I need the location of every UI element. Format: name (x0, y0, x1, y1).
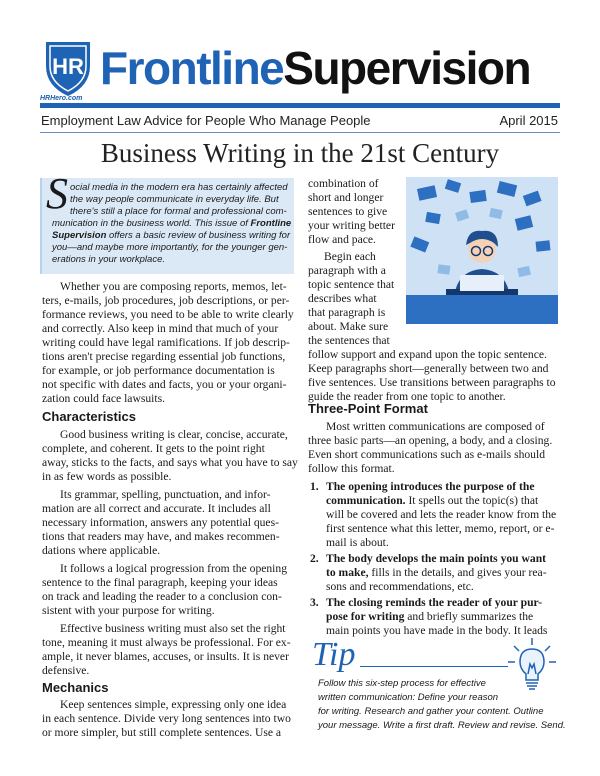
col2-p2-line: Keep paragraphs short—generally between two and (308, 362, 549, 375)
list-item-3-line2 (326, 610, 533, 624)
intro-line-1: ocial media in the modern era has certainly affected (70, 182, 288, 193)
col2-top-line: flow and pace. (308, 233, 376, 246)
intro-line-2: the way people communicate in everyday life. But (70, 194, 279, 205)
col1-p3-line: necessary information, answers any potential ques- (42, 516, 279, 529)
col2-p2-line: paragraph with a (308, 264, 386, 277)
intro-line-5-text: offers a basic review of business writing for (106, 230, 291, 241)
col1-p6-line: or more simpler, but still complete sentences. Use a (42, 726, 282, 739)
col2-top-line: short and longer (308, 191, 384, 204)
logo-url: HRHero.com (40, 95, 83, 102)
col2-p2-line: Begin each (324, 250, 376, 263)
col1-p4-line: sistent with your purpose for writing. (42, 604, 215, 617)
col1-p5-line: Effective business writing must also set the right (60, 622, 286, 635)
col2-top-line: your writing better (308, 219, 395, 232)
intro-line-6: you—and maybe more importantly, for the younger gen- (52, 242, 288, 253)
col2-top-line: combination of (308, 177, 379, 190)
list-item-1-line: mail is about. (326, 536, 389, 549)
list-item-1-line: first sentence what this letter, memo, report, or e- (326, 522, 555, 535)
list-item-2-bold2: to make, (326, 566, 369, 579)
intro-dropcap: S (46, 169, 68, 218)
col1-p1-line: and correctly. Also keep in mind that much of your (42, 322, 279, 335)
heading-three-point-format: Three-Point Format (308, 401, 428, 416)
col1-p2-line: in as few words as possible. (42, 470, 172, 483)
col1-p1-line: ters, e-mails, job procedures, job descriptions, or per- (42, 294, 290, 307)
article-headline: Business Writing in the 21st Century (100, 138, 500, 168)
title-part-supervision: Supervision (283, 42, 531, 94)
col1-p1-line: writing could have legal ramifications. If job descrip- (42, 336, 290, 349)
col1-p3-line: Its grammar, spelling, punctuation, and infor- (60, 488, 271, 501)
col2-p2-line: about. Make sure (308, 320, 389, 333)
col2-p3-line: three basic parts—an opening, a body, and a closing. (308, 434, 553, 447)
list-item-1-rest: It spells out the topic(s) that (405, 494, 539, 507)
list-item-1-line2 (326, 494, 538, 508)
col1-p3-line: dations where applicable. (42, 544, 161, 557)
list-item-3-rest: and briefly summarizes the (404, 610, 534, 623)
col1-p5-line: defensive. (42, 664, 90, 677)
col1-p4-line: It follows a logical progression from the opening (60, 562, 287, 575)
list-item-1-bold: The opening introduces the purpose of the (326, 480, 535, 493)
intro-line-3: there's still a place for formal and professional com- (70, 206, 287, 217)
tip-text-line: for writing. Research and gather your content. Outline (318, 706, 544, 717)
col2-p2-line: topic sentence that (308, 278, 395, 291)
heading-mechanics: Mechanics (42, 680, 109, 695)
col1-p3-line: tions that readers may have, and makes recommen- (42, 530, 280, 543)
col1-p2-line: complete, and coherent. It gets to the point right (42, 442, 265, 455)
col1-p6-line: in each sentence. Divide very long sentences into two (42, 712, 291, 725)
col1-p1-line: not specific with dates and facts, you or your organi- (42, 378, 287, 391)
tip-label: Tip (312, 636, 356, 673)
col2-p2-line: that paragraph is (308, 306, 386, 319)
col2-p3-line: follow this format. (308, 462, 395, 475)
list-item-2-line2 (326, 566, 547, 580)
masthead-rule (40, 103, 560, 108)
col1-p4-line: on track and leading the reader to a conclusion con- (42, 590, 282, 603)
masthead-thin-rule (40, 132, 560, 133)
intro-line-7: erations in your workplace. (52, 254, 165, 265)
col2-p2-line: follow support and expand upon the topic sentence. (308, 348, 547, 361)
tip-text-line: Follow this six-step process for effective (318, 678, 486, 689)
list-item-3-line: main points you have made in the body. It leads (326, 624, 548, 637)
hrhero-shield-logo (40, 36, 96, 98)
list-item-3-bold: The closing reminds the reader of your pur- (326, 596, 543, 609)
list-item-2-line: sons and recommendations, etc. (326, 580, 474, 593)
col1-p2-line: Good business writing is clear, concise, accurate, (60, 428, 288, 441)
col1-p1-line: formance reviews, you need to be able to write clearly (42, 308, 294, 321)
col1-p1-line: tions aren't precise regarding essential job functions, (42, 350, 286, 363)
intro-line-5-bold: Supervision (52, 230, 107, 241)
list-number-2: 2. (310, 552, 319, 565)
col2-p2-line: five sentences. Use transitions between paragraphs to (308, 376, 556, 389)
intro-line-5 (52, 230, 291, 242)
list-item-1-line: will be covered and lets the reader know from the (326, 508, 557, 521)
heading-characteristics: Characteristics (42, 409, 136, 424)
tip-text-line: your message. Write a first draft. Review and revise. Send. (318, 720, 566, 731)
col2-top-line: sentences to give (308, 205, 388, 218)
person-with-laptop-illustration (406, 177, 558, 324)
title-part-frontline: Frontline (100, 42, 284, 94)
col1-p4-line: sentence to the final paragraph, keeping your ideas (42, 576, 278, 589)
list-number-1: 1. (310, 480, 319, 493)
col2-p2-line: the sentences that (308, 334, 390, 347)
col2-p3-line: Even short communications such as e-mails should (308, 448, 545, 461)
col1-p5-line: tone, meaning it must always be professional. For ex- (42, 636, 291, 649)
tip-text-line: written communication: Define your reason (318, 692, 499, 703)
col2-p2-line: guide the reader from one topic to another. (308, 390, 506, 403)
col1-p3-line: mation are all correct and accurate. It includes all (42, 502, 271, 515)
tagline: Employment Law Advice for People Who Manage People (41, 113, 371, 128)
logo-letters: HR (52, 54, 84, 79)
list-item-2-rest: fills in the details, and gives your rea- (368, 566, 547, 579)
col2-p2-line: describes what (308, 292, 377, 305)
newsletter-title (100, 40, 530, 96)
col1-p1-line: for example, or job performance documentation is (42, 364, 275, 377)
col2-p3-line: Most written communications are composed of (326, 420, 545, 433)
intro-line-4-text: munication in the business world. This issue of (52, 218, 251, 229)
tip-rule (360, 666, 508, 667)
issue-date: April 2015 (499, 113, 558, 128)
col1-p1-line: zation could face lawsuits. (42, 392, 165, 405)
list-item-3-bold2: pose for writing (326, 610, 405, 623)
intro-line-4 (52, 218, 292, 230)
col1-p6-line: Keep sentences simple, expressing only one idea (60, 698, 287, 711)
col1-p2-line: away, sticks to the facts, and says what you have to say (42, 456, 298, 469)
col1-p1-line: Whether you are composing reports, memos, let- (60, 280, 287, 293)
lightbulb-icon (506, 636, 558, 692)
list-item-2-bold: The body develops the main points you want (326, 552, 547, 565)
list-number-3: 3. (310, 596, 319, 609)
intro-line-4-bold: Frontline (250, 218, 292, 229)
list-item-1-bold2: communication. (326, 494, 406, 507)
col1-p5-line: ample, it never blames, accuses, or insults. It is never (42, 650, 289, 663)
